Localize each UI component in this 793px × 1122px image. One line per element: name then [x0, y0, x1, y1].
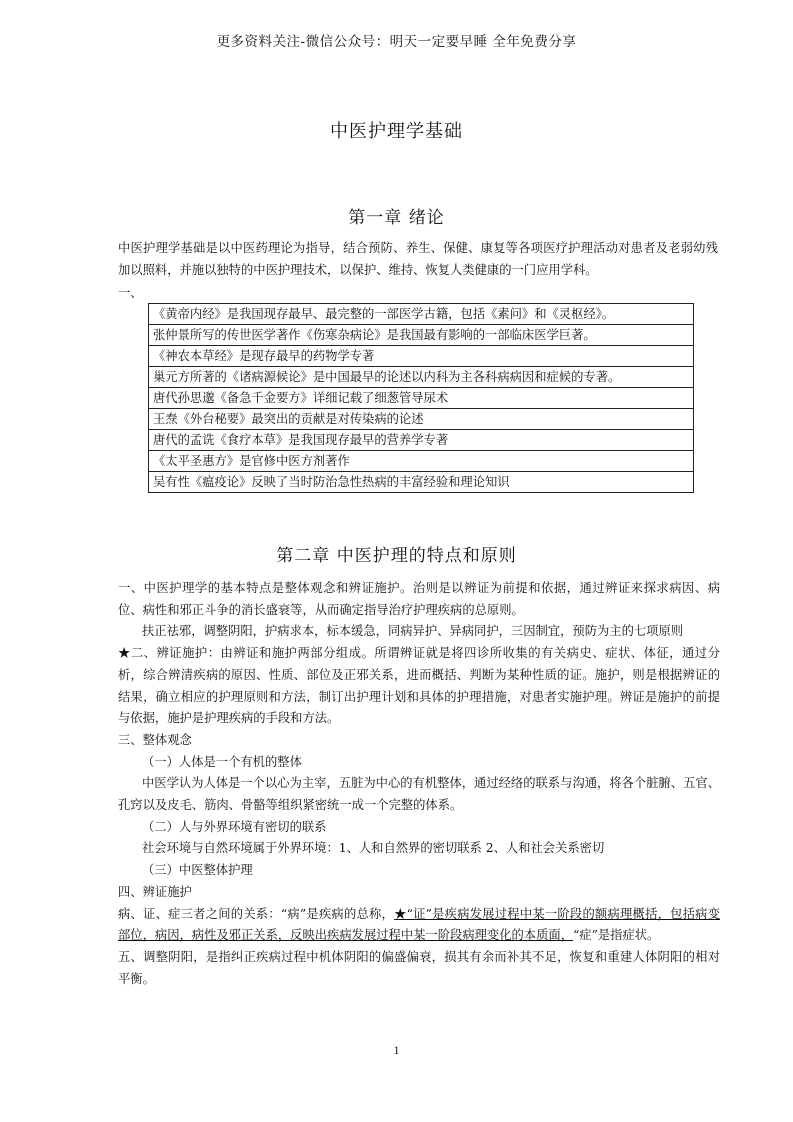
paragraph: ★二、辨证施护：由辨证和施护两部分组成。所谓辨证就是将四诊所收集的有关病史、症状、体征，通过分析，综合辨清疾病的原因、性质、部位及正邪关系，进而概括、判断为某种性质的证。施护，则是根据辨证的结果，确立相应的护理原则和方法，制订出护理计划和具体的护理措施，对患者实施护理。辨证是施护的前提与依据，施护是护理疾病的手段和方法。: [118, 646, 720, 726]
table-row: [149, 472, 694, 493]
table-cell: 《太平圣惠方》是官修中医方剂著作: [149, 451, 694, 472]
underlined-text: ★“证”是疾病发展过程中某一阶段的额病理概括，包括病变部位，病因，病性及邪正关系，反映出疾病发展过程中某一阶段病理变化的本质面，: [118, 906, 720, 943]
facts-table: [148, 303, 694, 493]
chapter2-heading: 第二章 中医护理的特点和原则: [276, 546, 517, 566]
table-cell: 唐代孙思邈《备急千金要方》详细记载了细葱管导尿术: [149, 388, 694, 409]
table-cell: 《神农本草经》是现存最早的药物学专著: [149, 346, 694, 367]
paragraph: 中医学认为人体是一个以心为主宰，五脏为中心的有机整体，通过经络的联系与沟通，将各个脏腑、五官、孔窍以及皮毛、筋肉、骨骼等组织紧密统一成一个完整的体系。: [118, 776, 720, 813]
list-marker: 一、: [118, 286, 143, 300]
header-note: 更多资料关注-微信公众号：明天一定要早睡 全年免费分享: [216, 34, 577, 50]
paragraph: 一、中医护理学的基本特点是整体观念和辨证施护。治则是以辨证为前提和依据，通过辨证来探求病因、病位、病性和邪正斗争的消长盛衰等，从而确定指导治疗护理疾病的总原则。: [118, 581, 720, 617]
text-span: “症”是指症状。: [573, 928, 660, 943]
table-cell: 《黄帝内经》是我国现存最早、最完整的一部医学古籍，包括《素问》和《灵枢经》。: [149, 304, 694, 325]
table-row: [149, 409, 694, 430]
table-cell: 巢元方所著的《诸病源候论》是中国最早的论述以内科为主各科病病因和症候的专著。: [149, 367, 694, 388]
subsection-heading: （三）中医整体护理: [142, 863, 253, 878]
section-heading: 四、辨证施护: [118, 884, 192, 899]
table-row: [149, 451, 694, 472]
subsection-heading: （二）人与外界环境有密切的联系: [142, 819, 327, 834]
table-cell: 王焘《外台秘要》最突出的贡献是对传染病的论述: [149, 409, 694, 430]
section-heading: 三、整体观念: [118, 732, 192, 747]
table-row: [149, 325, 694, 346]
table-row: [149, 388, 694, 409]
paragraph: 社会环境与自然环境属于外界环境：1、人和自然界的密切联系 2、人和社会关系密切: [142, 841, 605, 856]
document-title: 中医护理学基础: [330, 121, 463, 142]
paragraph: [118, 904, 720, 947]
chapter1-intro: 中医护理学基础是以中医药理论为指导，结合预防、养生、保健、康复等各项医疗护理活动对患者及老弱幼残加以照料，并施以独特的中医护理技术，以保护、维持、恢复人类健康的一门应用学科。: [118, 241, 718, 277]
table-row: [149, 367, 694, 388]
chapter2-body: [118, 578, 720, 990]
chapter1-heading: 第一章 绪论: [348, 208, 445, 228]
table-row: [149, 346, 694, 367]
text-span: 病、证、症三者之间的关系：“病”是疾病的总称，: [118, 906, 395, 921]
table-cell: 唐代的孟诜《食疗本草》是我国现存最早的营养学专著: [149, 430, 694, 451]
table-row: [149, 304, 694, 325]
paragraph: 五、调整阴阳，是指纠正疾病过程中机体阴阳的偏盛偏衰，损其有余而补其不足，恢复和重建人体阴阳的相对平衡。: [118, 949, 720, 986]
table-cell: 吴有性《瘟疫论》反映了当时防治急性热病的丰富经验和理论知识: [149, 472, 694, 493]
paragraph: 扶正祛邪，调整阴阳，护病求本，标本缓急，同病异护、异病同护，三因制宜，预防为主的七项原则: [142, 624, 684, 639]
table-cell: 张仲景所写的传世医学著作《伤寒杂病论》是我国最有影响的一部临床医学巨著。: [149, 325, 694, 346]
subsection-heading: （一）人体是一个有机的整体: [142, 754, 302, 769]
table-row: [149, 430, 694, 451]
page-number: 1: [393, 1043, 400, 1057]
